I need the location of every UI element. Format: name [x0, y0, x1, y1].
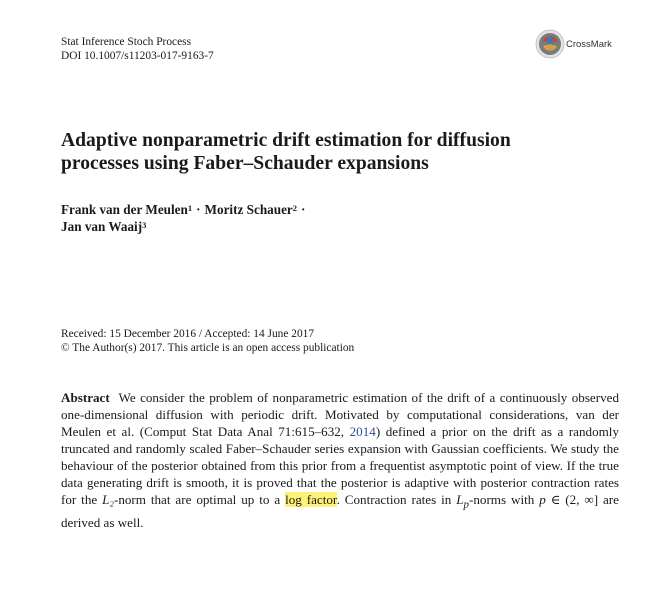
publication-dates — [61, 327, 354, 355]
abstract — [61, 389, 619, 531]
affiliation-marker[interactable]: 2 — [292, 203, 298, 213]
title-line-2: processes using Faber–Schauder expansions — [61, 153, 429, 174]
license-notice: © The Author(s) 2017. This article is an open access publication — [61, 342, 355, 354]
abstract-text: We consider the problem of nonparametric estimation of the drift of a continuously observed one-dimensional diffusion with periodic drift. Motivated by computational considerations, van der Meulen et al. (Comput Stat Data Anal 71:615–632, — [61, 390, 620, 439]
abstract-text: ) defined a prior on the drift as a randomly truncated and randomly scaled Faber–Schauder series expansion with Gaussian coefficients. We study the behaviour of the posterior obtained from this prior from a frequentist asymptotic point of view. If the true data generating drift is smooth, it is proved that the posterior is adaptive with posterior contraction rates for the — [61, 424, 619, 507]
abstract-text: -norm that are optimal up to a — [113, 492, 281, 507]
abstract-text: are derived as well. — [61, 492, 619, 530]
author-name[interactable]: Jan van Waaij — [61, 218, 143, 234]
highlighted-text[interactable]: log factor — [285, 492, 337, 507]
author-separator: · — [196, 202, 201, 217]
author-list — [61, 202, 621, 235]
lp-norm: $L_p$ — [456, 492, 469, 511]
abstract-text: -norms with — [468, 492, 535, 507]
author-name[interactable]: Frank van der Meulen — [61, 202, 188, 217]
title-line-1: Adaptive nonparametric drift estimation for diffusion — [61, 130, 511, 151]
abstract-text: . Contraction rates in — [336, 492, 452, 507]
journal-header — [61, 35, 214, 63]
p-variable: p — [539, 492, 546, 507]
doi[interactable]: DOI 10.1007/s11203-017-9163-7 — [61, 50, 214, 62]
crossmark-label: CrossMark — [566, 38, 612, 50]
author-separator: · — [301, 202, 306, 217]
paper-title — [61, 129, 621, 175]
received-accepted: Received: 15 December 2016 / Accepted: 14 June 2017 — [61, 328, 315, 340]
crossmark-badge[interactable] — [535, 29, 612, 59]
abstract-label: Abstract — [61, 390, 110, 405]
l2-norm: L₂ — [102, 492, 114, 507]
citation-link[interactable]: 2014 — [349, 424, 376, 439]
journal-name: Stat Inference Stoch Process — [61, 36, 192, 48]
affiliation-marker[interactable]: 3 — [142, 219, 147, 230]
affiliation-marker[interactable]: 1 — [187, 203, 193, 213]
author-name[interactable]: Moritz Schauer — [204, 202, 293, 217]
p-range: ∈ (2, ∞] — [550, 492, 599, 507]
crossmark-icon — [535, 29, 565, 59]
